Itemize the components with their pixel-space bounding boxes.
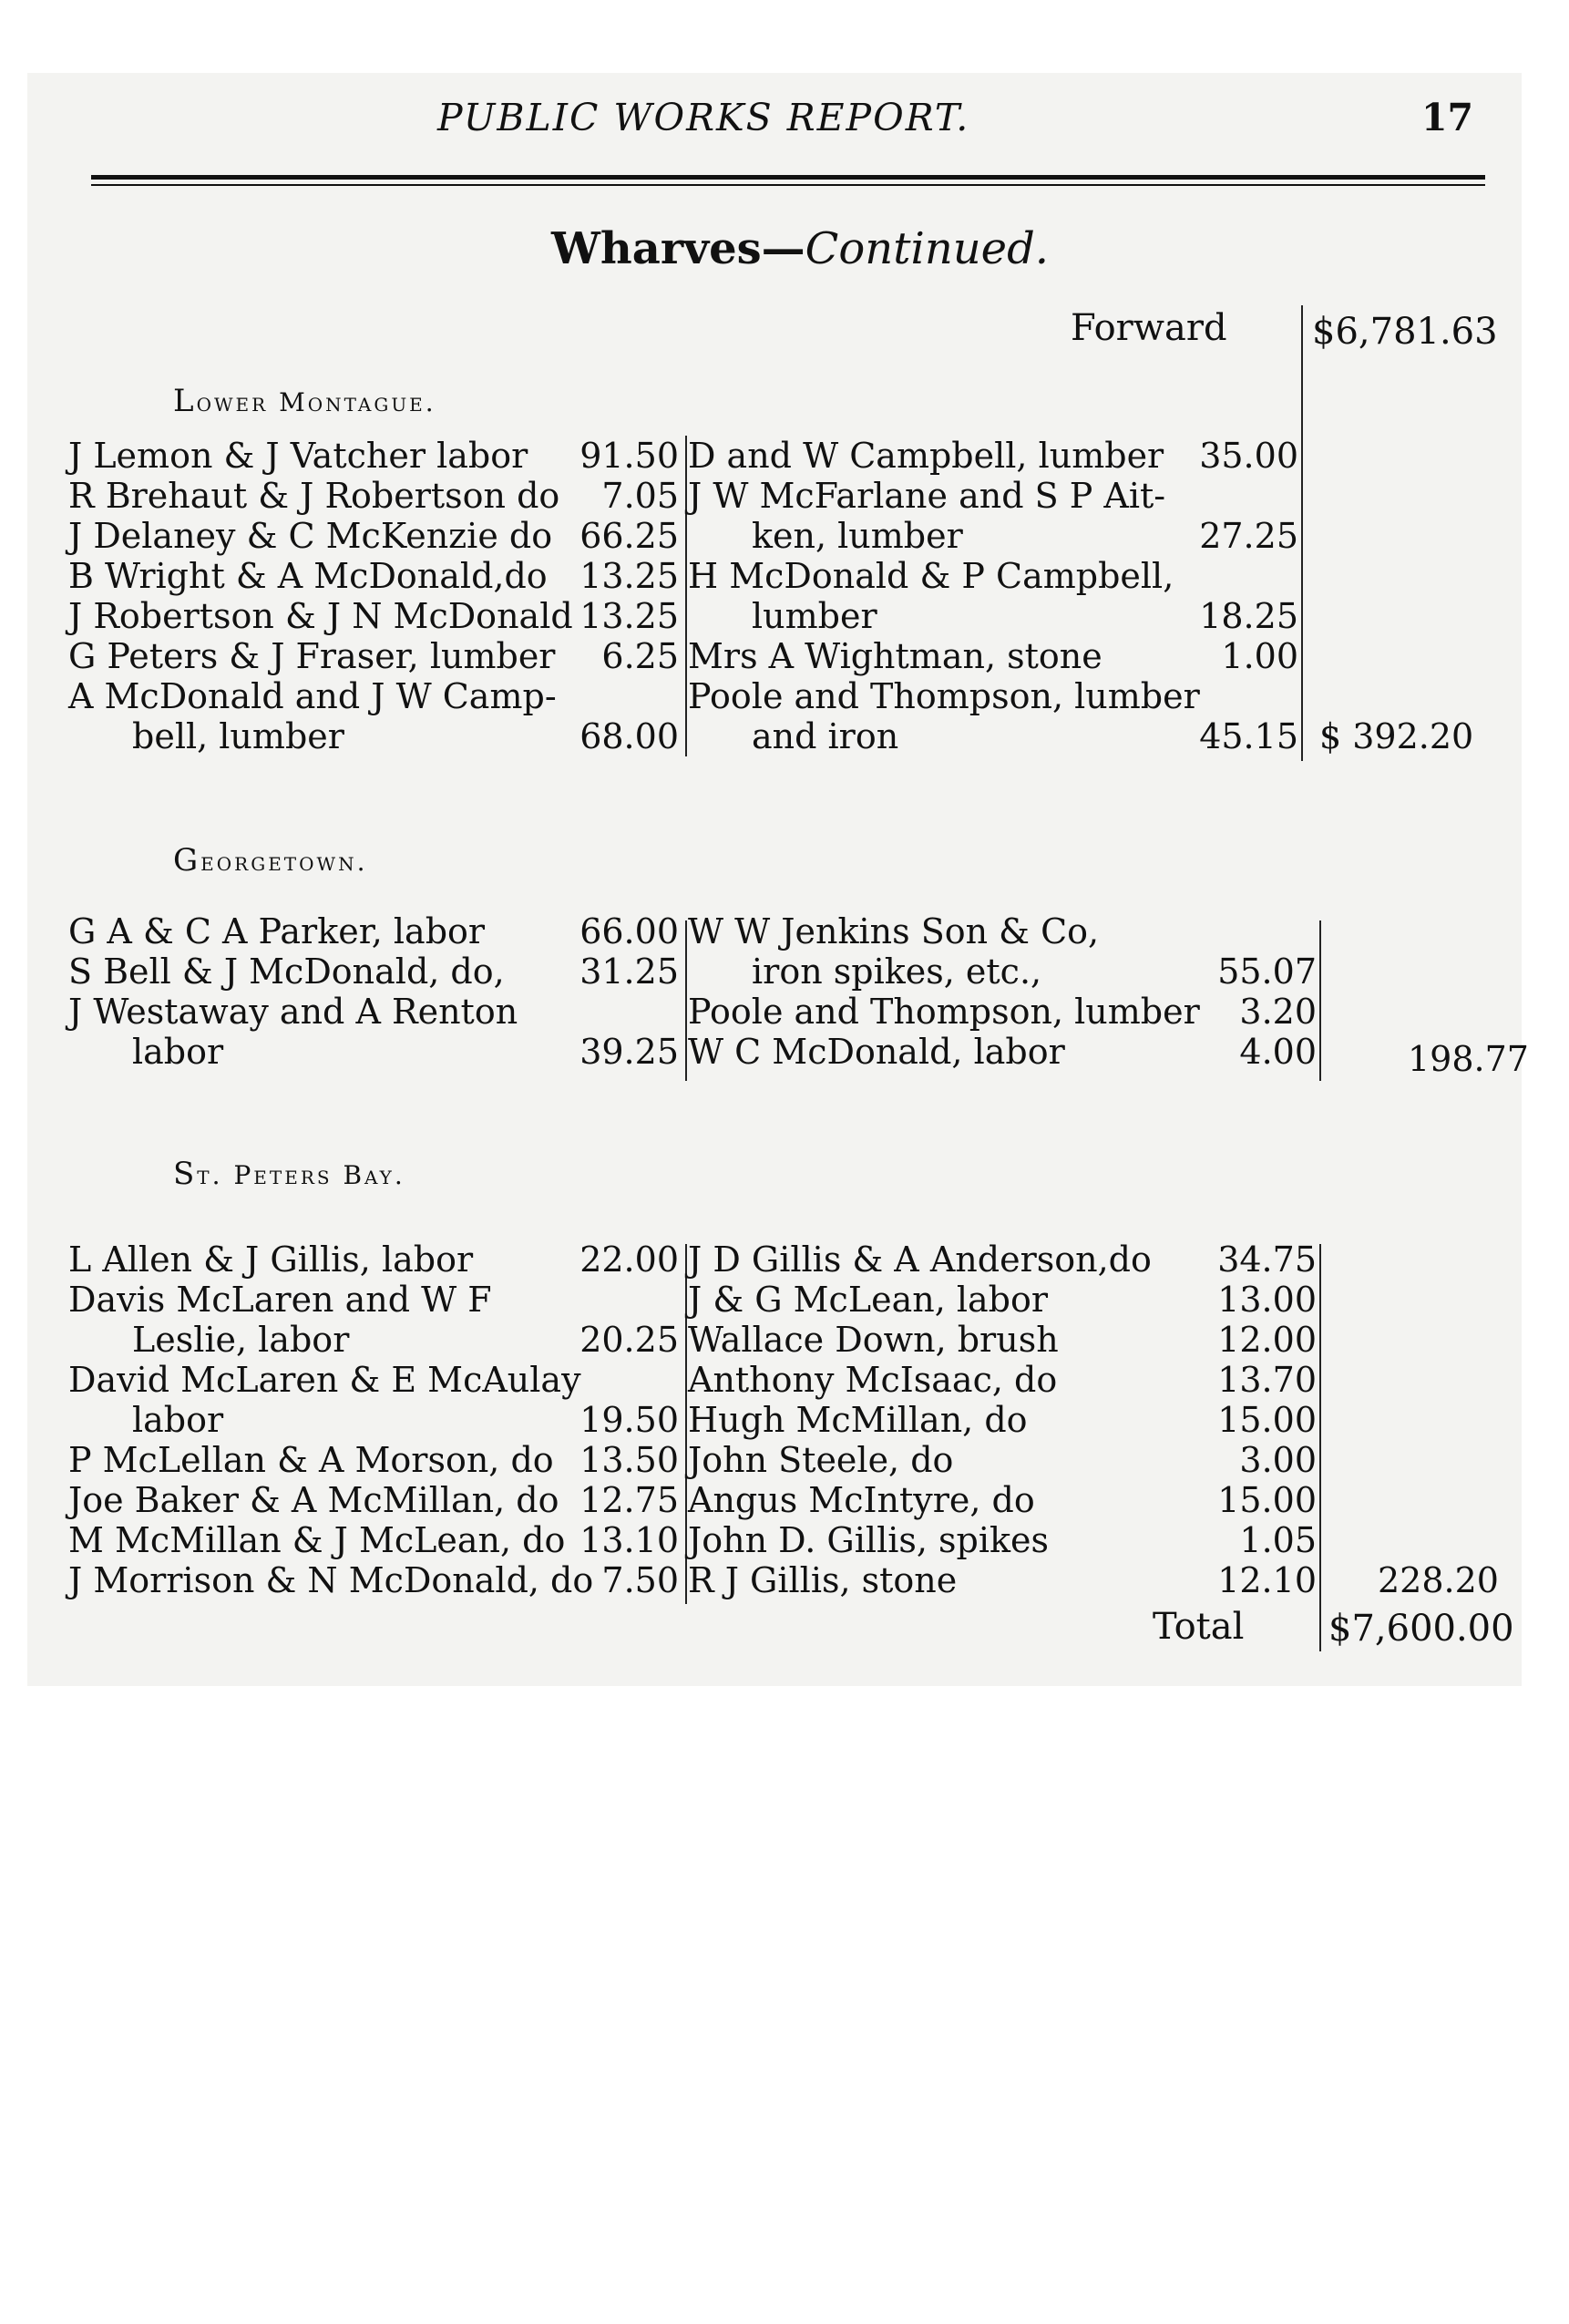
ledger-entry [68,556,679,596]
entry-description: Poole and Thompson, lumber [688,992,1200,1032]
forward-amount: $6,781.63 [1312,311,1498,353]
ledger-entry [688,436,1298,476]
entry-description: ken, lumber [752,516,963,556]
ledger-entry [68,1360,679,1400]
column-divider [685,1244,687,1604]
ledger-entry [68,636,679,676]
section-heading-lower-montague: Lower Montague. [173,383,436,419]
entry-description: S Bell & J McDonald, do, [68,951,505,992]
st-peters-bay-right-column [688,1239,1317,1600]
ledger-entry [688,676,1298,716]
section-heading-st-peters-bay: St. Peters Bay. [173,1156,405,1192]
entry-amount: 13.25 [579,556,679,596]
ledger-entry [68,1440,679,1480]
entry-amount: 15.00 [1217,1480,1317,1520]
running-title: PUBLIC WORKS REPORT. [437,96,970,139]
entry-amount: 39.25 [579,1032,679,1072]
ledger-entry [68,596,679,636]
lower-montague-left-column [68,436,679,756]
entry-amount: 66.25 [579,516,679,556]
entry-amount: 13.00 [1217,1280,1317,1320]
entry-amount: 18.25 [1199,596,1298,636]
ledger-entry [68,1320,679,1360]
column-divider [685,436,687,756]
total-label: Total [1153,1606,1245,1648]
entry-amount: 7.05 [601,476,679,516]
section-heading-georgetown: Georgetown. [173,842,368,879]
entry-amount: 22.00 [579,1239,679,1280]
ledger-entry [688,1440,1317,1480]
entry-description: bell, lumber [132,716,344,756]
ledger-entry [688,636,1298,676]
entry-description: Poole and Thompson, lumber [688,676,1200,716]
entry-description: lumber [752,596,877,636]
ledger-entry [68,716,679,756]
entry-amount: 12.00 [1217,1320,1317,1360]
entry-description: P McLellan & A Morson, do [68,1440,554,1480]
entry-amount: 3.20 [1239,992,1317,1032]
entry-amount: 27.25 [1199,516,1298,556]
header-rule [91,175,1485,180]
ledger-entry [688,1400,1317,1440]
ledger-entry [688,1520,1317,1560]
entry-amount: 55.07 [1217,951,1317,992]
page-title: Wharves—Continued. [551,223,1050,274]
entry-amount: 4.00 [1239,1032,1317,1072]
ledger-entry [68,1400,679,1440]
entry-description: Davis McLaren and W F [68,1280,492,1320]
entry-description: iron spikes, etc., [752,951,1042,992]
entry-description: M McMillan & J McLean, do [68,1520,566,1560]
st-peters-bay-bracket [1319,1244,1321,1604]
entry-amount: 91.50 [579,436,679,476]
entry-description: W W Jenkins Son & Co, [688,911,1100,951]
ledger-entry [68,911,679,951]
ledger-entry [68,676,679,716]
ledger-entry [688,1480,1317,1520]
entry-amount: 31.25 [579,951,679,992]
entry-description: J Delaney & C McKenzie do [68,516,553,556]
ledger-entry [688,596,1298,636]
entry-description: G Peters & J Fraser, lumber [68,636,556,676]
lower-montague-subtotal: $ 392.20 [1319,716,1474,756]
entry-amount: 19.50 [579,1400,679,1440]
entry-description: John Steele, do [688,1440,954,1480]
entry-description: Wallace Down, brush [688,1320,1059,1360]
st-peters-bay-subtotal: 228.20 [1378,1560,1499,1600]
entry-description: Hugh McMillan, do [688,1400,1028,1440]
lower-montague-right-column [688,436,1298,756]
ledger-entry [688,992,1317,1032]
ledger-entry [68,516,679,556]
page-number: 17 [1421,96,1474,139]
ledger-entry [68,1280,679,1320]
entry-description: Joe Baker & A McMillan, do [68,1480,559,1520]
entry-amount: 45.15 [1199,716,1298,756]
entry-amount: 7.50 [601,1560,679,1600]
entry-amount: 13.70 [1217,1360,1317,1400]
entry-amount: 13.25 [579,596,679,636]
total-amount: $7,600.00 [1328,1608,1514,1650]
georgetown-right-column [688,911,1317,1072]
entry-description: R J Gillis, stone [688,1560,958,1600]
ledger-entry [688,1360,1317,1400]
entry-description: R Brehaut & J Robertson do [68,476,560,516]
entry-amount: 66.00 [579,911,679,951]
entry-amount: 35.00 [1199,436,1298,476]
entry-amount: 34.75 [1217,1239,1317,1280]
ledger-entry [68,436,679,476]
ledger-entry [688,516,1298,556]
ledger-entry [68,1560,679,1600]
entry-description: J Morrison & N McDonald, do [68,1560,594,1600]
entry-description: Anthony McIsaac, do [688,1360,1058,1400]
entry-description: H McDonald & P Campbell, [688,556,1174,596]
entry-description: David McLaren & E McAulay [68,1360,581,1400]
entry-description: J & G McLean, labor [688,1280,1049,1320]
entry-description: J D Gillis & A Anderson,do [688,1239,1152,1280]
ledger-entry [68,1480,679,1520]
entry-amount: 15.00 [1217,1400,1317,1440]
ledger-entry [68,951,679,992]
entry-amount: 1.05 [1239,1520,1317,1560]
ledger-entry [688,1280,1317,1320]
ledger-entry [688,1239,1317,1280]
entry-description: labor [132,1400,224,1440]
entry-description: Angus McIntyre, do [688,1480,1035,1520]
st-peters-bay-left-column [68,1239,679,1600]
entry-amount: 6.25 [601,636,679,676]
entry-amount: 13.50 [579,1440,679,1480]
entry-amount: 20.25 [579,1320,679,1360]
ledger-entry [68,476,679,516]
entry-description: and iron [752,716,899,756]
entry-amount: 3.00 [1239,1440,1317,1480]
entry-description: J Lemon & J Vatcher labor [68,436,528,476]
header-rule-thin [91,184,1485,186]
georgetown-left-column [68,911,679,1072]
total-column-rule [1301,305,1303,761]
entry-amount: 12.10 [1217,1560,1317,1600]
entry-description: D and W Campbell, lumber [688,436,1164,476]
ledger-entry [68,1239,679,1280]
ledger-entry [688,476,1298,516]
ledger-entry [688,1560,1317,1600]
entry-description: John D. Gillis, spikes [688,1520,1050,1560]
column-divider [685,920,687,1081]
ledger-entry [68,1520,679,1560]
entry-description: B Wright & A McDonald,do [68,556,548,596]
entry-description: W C McDonald, labor [688,1032,1065,1072]
entry-amount: 12.75 [579,1480,679,1520]
entry-amount: 1.00 [1221,636,1298,676]
forward-label: Forward [1071,307,1227,349]
entry-description: Mrs A Wightman, stone [688,636,1102,676]
ledger-entry [688,911,1317,951]
entry-amount: 68.00 [579,716,679,756]
ledger-entry [688,716,1298,756]
entry-description: Leslie, labor [132,1320,350,1360]
entry-description: J W McFarlane and S P Ait- [688,476,1166,516]
entry-description: J Robertson & J N McDonald [68,596,573,636]
entry-description: A McDonald and J W Camp- [68,676,557,716]
entry-description: labor [132,1032,224,1072]
georgetown-bracket [1319,920,1321,1081]
entry-description: G A & C A Parker, labor [68,911,486,951]
entry-amount: 13.10 [579,1520,679,1560]
ledger-entry [68,992,679,1032]
ledger-entry [688,951,1317,992]
entry-description: L Allen & J Gillis, labor [68,1239,474,1280]
entry-description: J Westaway and A Renton [68,992,518,1032]
ledger-entry [68,1032,679,1072]
georgetown-subtotal: 198.77 [1408,1039,1529,1079]
total-rule [1319,1604,1321,1651]
ledger-entry [688,1032,1317,1072]
ledger-entry [688,556,1298,596]
ledger-entry [688,1320,1317,1360]
